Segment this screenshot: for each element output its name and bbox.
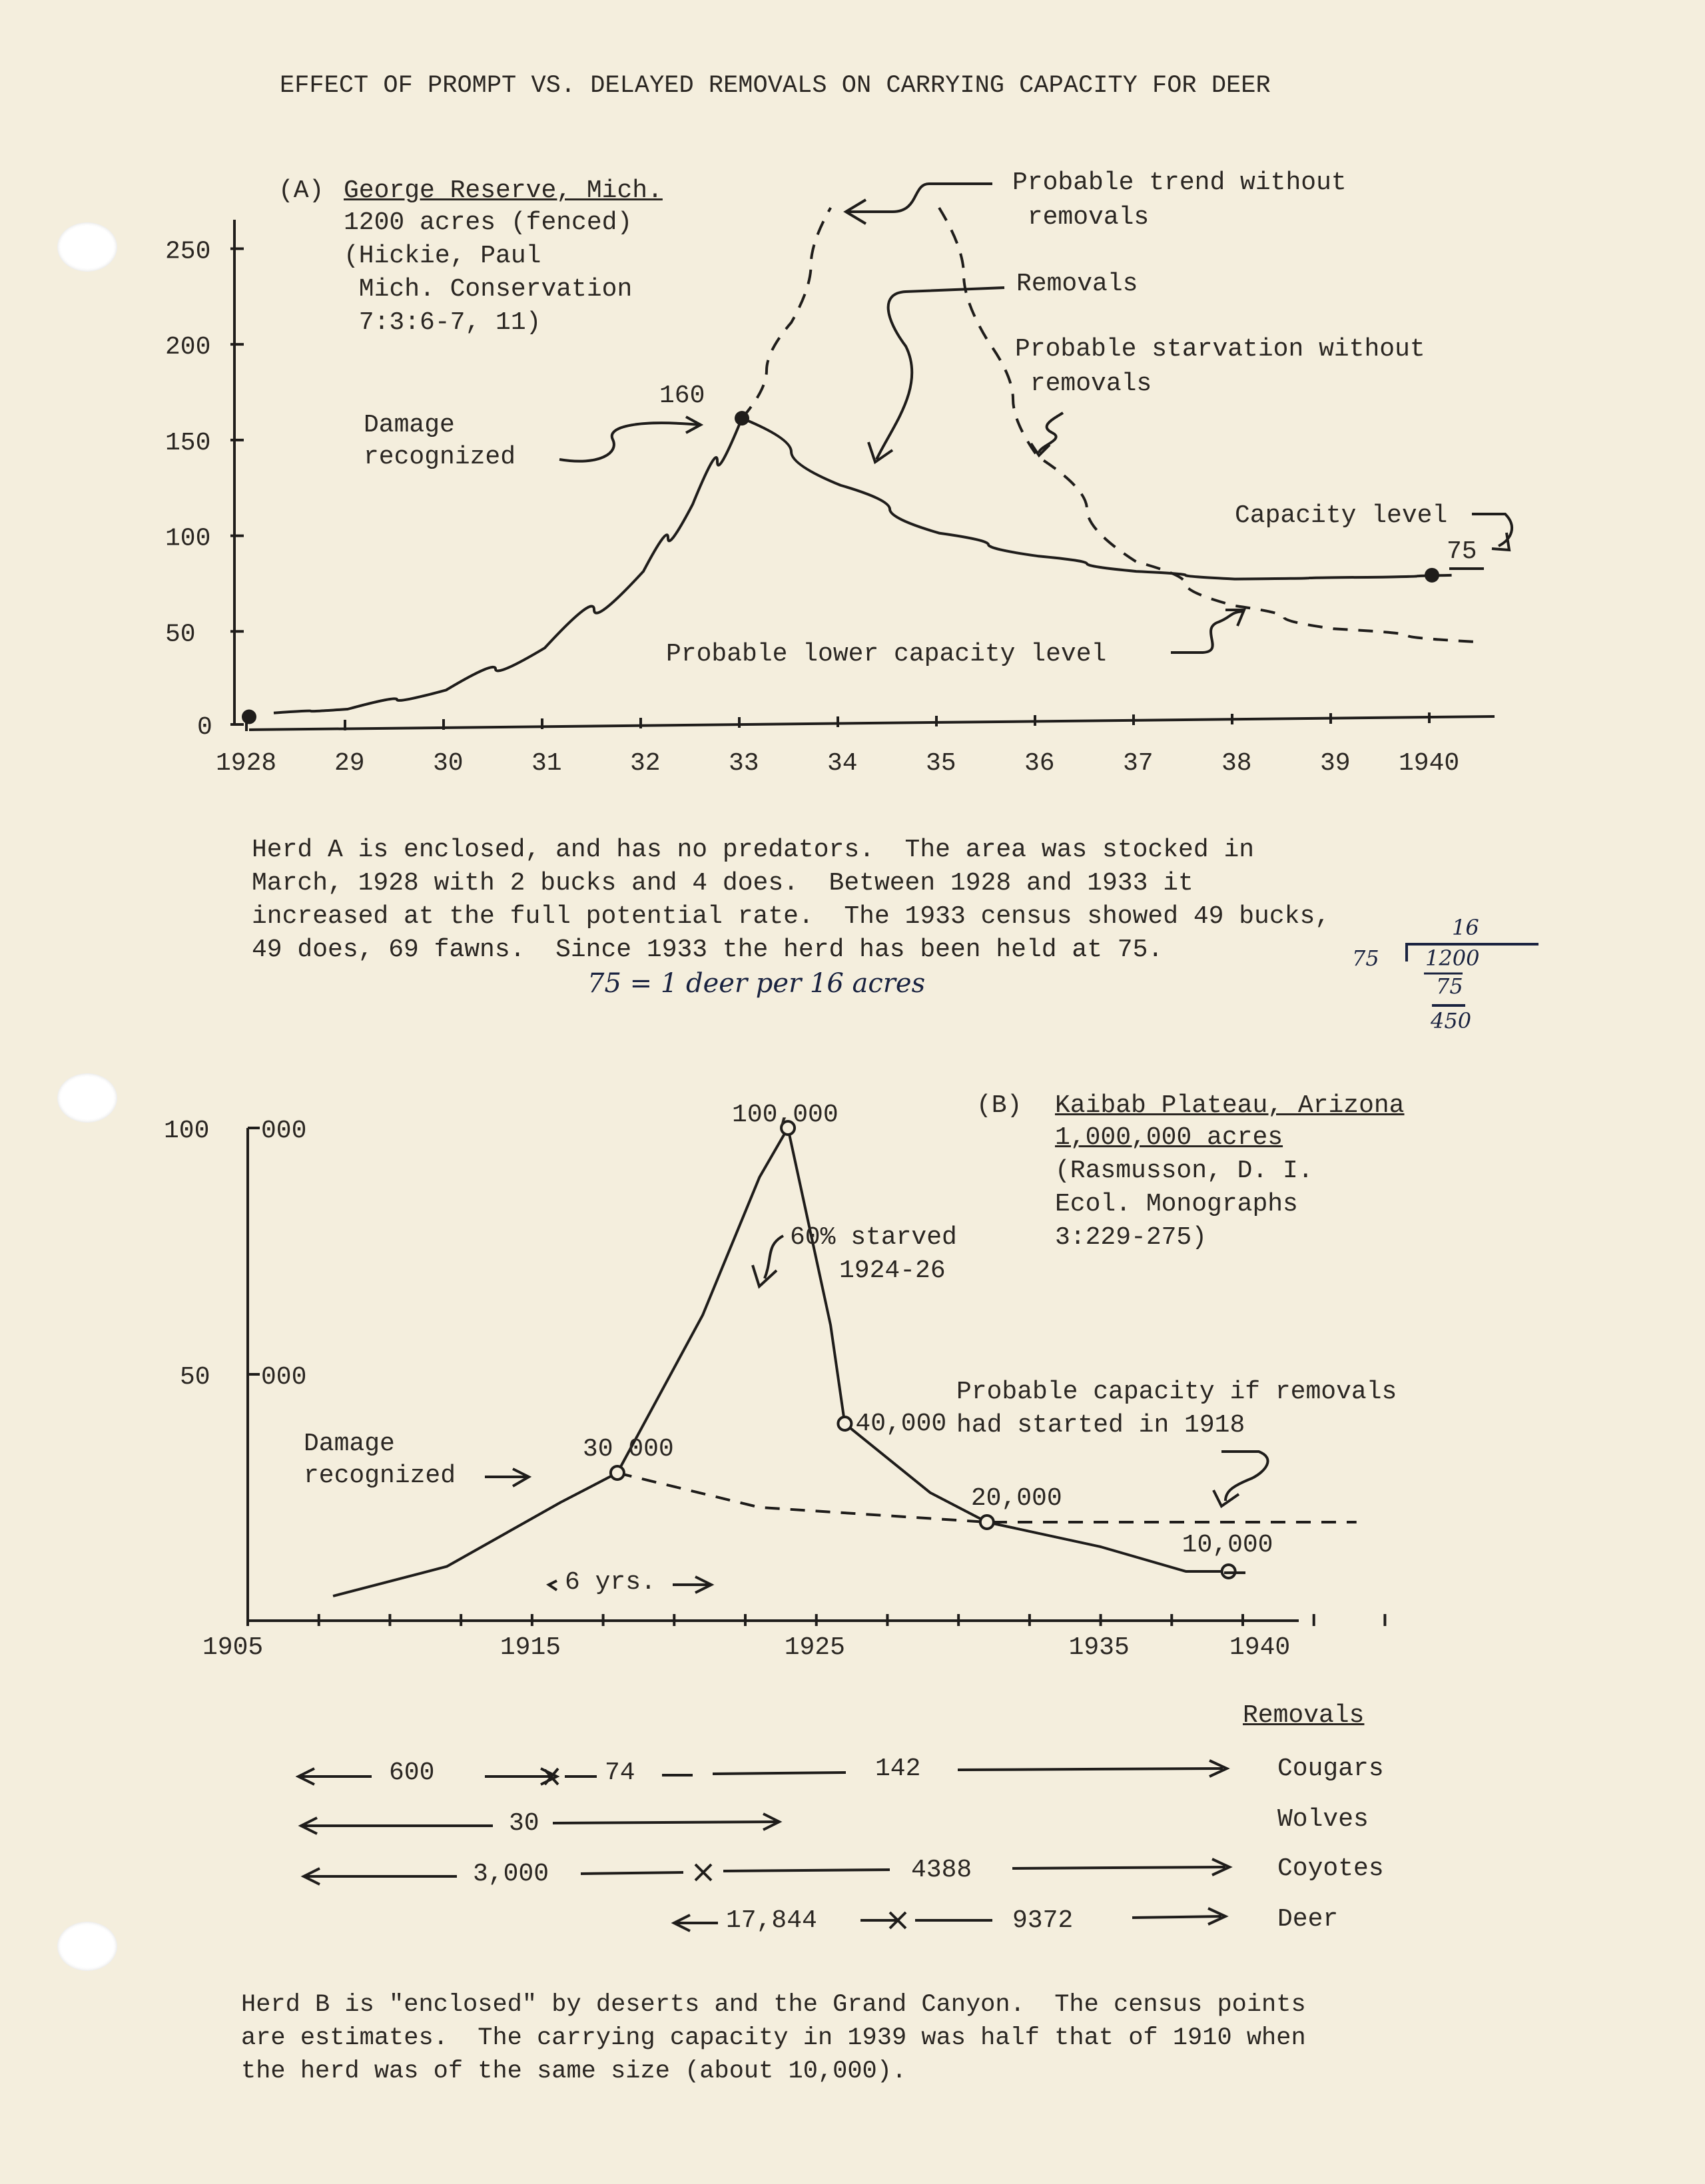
herd-a-paragraph-line: March, 1928 with 2 bucks and 4 does. Between 1928 and 1933 it	[252, 869, 1194, 898]
chart-a-annotation-damage: Damage	[364, 411, 455, 439]
chart-a-y-tick-label: 200	[165, 333, 211, 362]
removals-arrow	[553, 1822, 777, 1823]
chart-a-x-tick-label: 31	[531, 749, 562, 778]
chart-b-annotation-starved: 60% starved	[790, 1223, 957, 1252]
chart-b-annotation-probable: had started in 1918	[956, 1411, 1245, 1440]
removals-label-wolves: Wolves	[1277, 1805, 1369, 1834]
removals-title: Removals	[1243, 1701, 1365, 1730]
chart-a-x-tick-label: 38	[1221, 749, 1252, 778]
chart-b-source-line: 3:229-275)	[1055, 1223, 1207, 1252]
removals-value: 9372	[1012, 1906, 1074, 1935]
chart-b-panel-label: (B)	[976, 1091, 1022, 1120]
chart-a-source-line: 1200 acres (fenced)	[344, 208, 633, 237]
chart-a-x-tick-label: 39	[1320, 749, 1351, 778]
chart-b-x-tick-label: 1915	[500, 1633, 561, 1662]
chart-a-source-line: George Reserve, Mich.	[344, 176, 663, 205]
herd-b-paragraph-line: are estimates. The carrying capacity in 1939 was half that of 1910 when	[241, 2024, 1306, 2052]
chart-a-annotation-starvation: removals	[1015, 370, 1152, 398]
removals-value: 142	[875, 1755, 921, 1783]
chart-b-annotation-starved: 1924-26	[839, 1256, 946, 1285]
chart-a-x-tick-label: 1940	[1399, 749, 1460, 778]
chart-b-source-line: 1,000,000 acres	[1055, 1123, 1283, 1152]
removals-value: 17,844	[726, 1906, 817, 1935]
handwritten-step: 450	[1431, 1008, 1472, 1033]
chart-a-x-tick-label: 37	[1123, 749, 1154, 778]
chart-b-x-tick-label: 1940	[1229, 1633, 1291, 1662]
removals-arrow	[958, 1769, 1223, 1770]
removals-arrow	[723, 1870, 890, 1871]
chart-a-x-tick-label: 1928	[216, 749, 277, 778]
chart-a-source-line: Mich. Conservation	[344, 275, 633, 304]
chart-a-marker-label: 75	[1447, 537, 1477, 566]
removals-label-deer: Deer	[1277, 1905, 1339, 1934]
chart-a-y-tick-label: 250	[165, 237, 211, 266]
chart-b-x-tick-label: 1905	[202, 1633, 264, 1662]
cross-mark	[695, 1864, 711, 1880]
handwritten-dividend: 1200	[1425, 946, 1480, 971]
chart-b-marker-label: 40,000	[855, 1410, 947, 1438]
handwritten-step: 75	[1436, 973, 1463, 999]
removals-arrow	[1132, 1916, 1221, 1918]
chart-b-marker-label: 30 000	[582, 1435, 674, 1464]
chart-b-x-tick-label: 1925	[784, 1633, 845, 1662]
chart-a-annotation-capacity: Capacity level	[1235, 501, 1448, 530]
chart-a-x-tick-label: 34	[827, 749, 858, 778]
chart-b-marker-label: 100,000	[732, 1101, 839, 1129]
chart-b-y-tick-suffix: 000	[261, 1117, 307, 1145]
chart-a-y-tick-label: 100	[165, 524, 211, 553]
removals-arrow	[581, 1872, 683, 1874]
chart-a-source-line: (Hickie, Paul	[344, 242, 541, 270]
removals-value: 4388	[911, 1856, 972, 1884]
chart-b-source-line: Kaibab Plateau, Arizona	[1055, 1091, 1405, 1120]
removals-value: 3,000	[473, 1860, 549, 1888]
chart-b-marker-label: 10,000	[1182, 1531, 1273, 1559]
chart-a-x-tick-label: 36	[1024, 749, 1055, 778]
chart-a-source-line: 7:3:6-7, 11)	[344, 308, 541, 337]
chart-b-y-tick-label: 100	[164, 1117, 210, 1145]
herd-a-paragraph-line: 49 does, 69 fawns. Since 1933 the herd has been held at 75.	[252, 936, 1164, 964]
chart-a-y-tick-label: 150	[165, 428, 211, 457]
chart-a-annotation-lower-capacity: Probable lower capacity level	[666, 640, 1107, 669]
chart-a-x-tick-label: 30	[433, 749, 464, 778]
chart-a-panel-label: (A)	[278, 176, 324, 205]
chart-b-y-tick-label: 50	[180, 1363, 210, 1392]
chart-b-annotation-six-years: 6 yrs.	[565, 1568, 656, 1597]
chart-b-y-tick-suffix: 000	[261, 1363, 307, 1392]
removals-label-cougars: Cougars	[1277, 1755, 1384, 1783]
chart-a-x-tick-label: 35	[926, 749, 956, 778]
chart-b-marker-label: 20,000	[970, 1484, 1062, 1513]
herd-b-paragraph-line: the herd was of the same size (about 10,000).	[241, 2057, 907, 2085]
removals-value: 74	[605, 1759, 635, 1787]
chart-a-y-tick-label: 0	[197, 713, 212, 742]
chart-a-annotation-removals: Removals	[1016, 270, 1138, 298]
chart-b-source-line: (Rasmusson, D. I.	[1055, 1157, 1313, 1185]
herd-a-paragraph-line: Herd A is enclosed, and has no predators. The area was stocked in	[252, 836, 1255, 864]
chart-b-annotation-damage: Damage	[304, 1430, 395, 1458]
removals-label-coyotes: Coyotes	[1277, 1854, 1384, 1883]
handwritten-quotient: 16	[1452, 915, 1479, 940]
chart-a-annotation-starvation: Probable starvation without	[1015, 335, 1425, 364]
chart-a-annotation-trend: removals	[1012, 203, 1150, 232]
chart-b-x-tick-label: 1935	[1068, 1633, 1130, 1662]
chart-a-annotation-damage: recognized	[364, 443, 516, 471]
herd-b-paragraph-line: Herd B is "enclosed" by deserts and the Grand Canyon. The census points	[241, 1991, 1306, 2019]
removals-arrow	[1012, 1867, 1225, 1868]
page-title: EFFECT OF PROMPT VS. DELAYED REMOVALS ON CARRYING CAPACITY FOR DEER	[280, 72, 1271, 100]
chart-b-annotation-probable: Probable capacity if removals	[956, 1378, 1397, 1406]
chart-a-marker-label: 160	[659, 382, 705, 411]
chart-a-x-tick-label: 33	[729, 749, 759, 778]
removals-value: 600	[389, 1759, 435, 1787]
chart-a-y-tick-label: 50	[165, 620, 196, 649]
removals-arrow	[713, 1773, 846, 1774]
handwritten-note: 75 = 1 deer per 16 acres	[587, 968, 926, 999]
chart-b-annotation-damage: recognized	[304, 1462, 456, 1490]
removals-value: 30	[509, 1809, 539, 1838]
chart-a-x-tick-label: 32	[630, 749, 661, 778]
herd-a-paragraph-line: increased at the full potential rate. The 1933 census showed 49 bucks,	[252, 902, 1331, 931]
chart-b-source-line: Ecol. Monographs	[1055, 1190, 1298, 1219]
chart-a-annotation-trend: Probable trend without	[1012, 168, 1347, 197]
chart-a-x-tick-label: 29	[334, 749, 365, 778]
handwritten-divisor: 75	[1352, 946, 1379, 971]
